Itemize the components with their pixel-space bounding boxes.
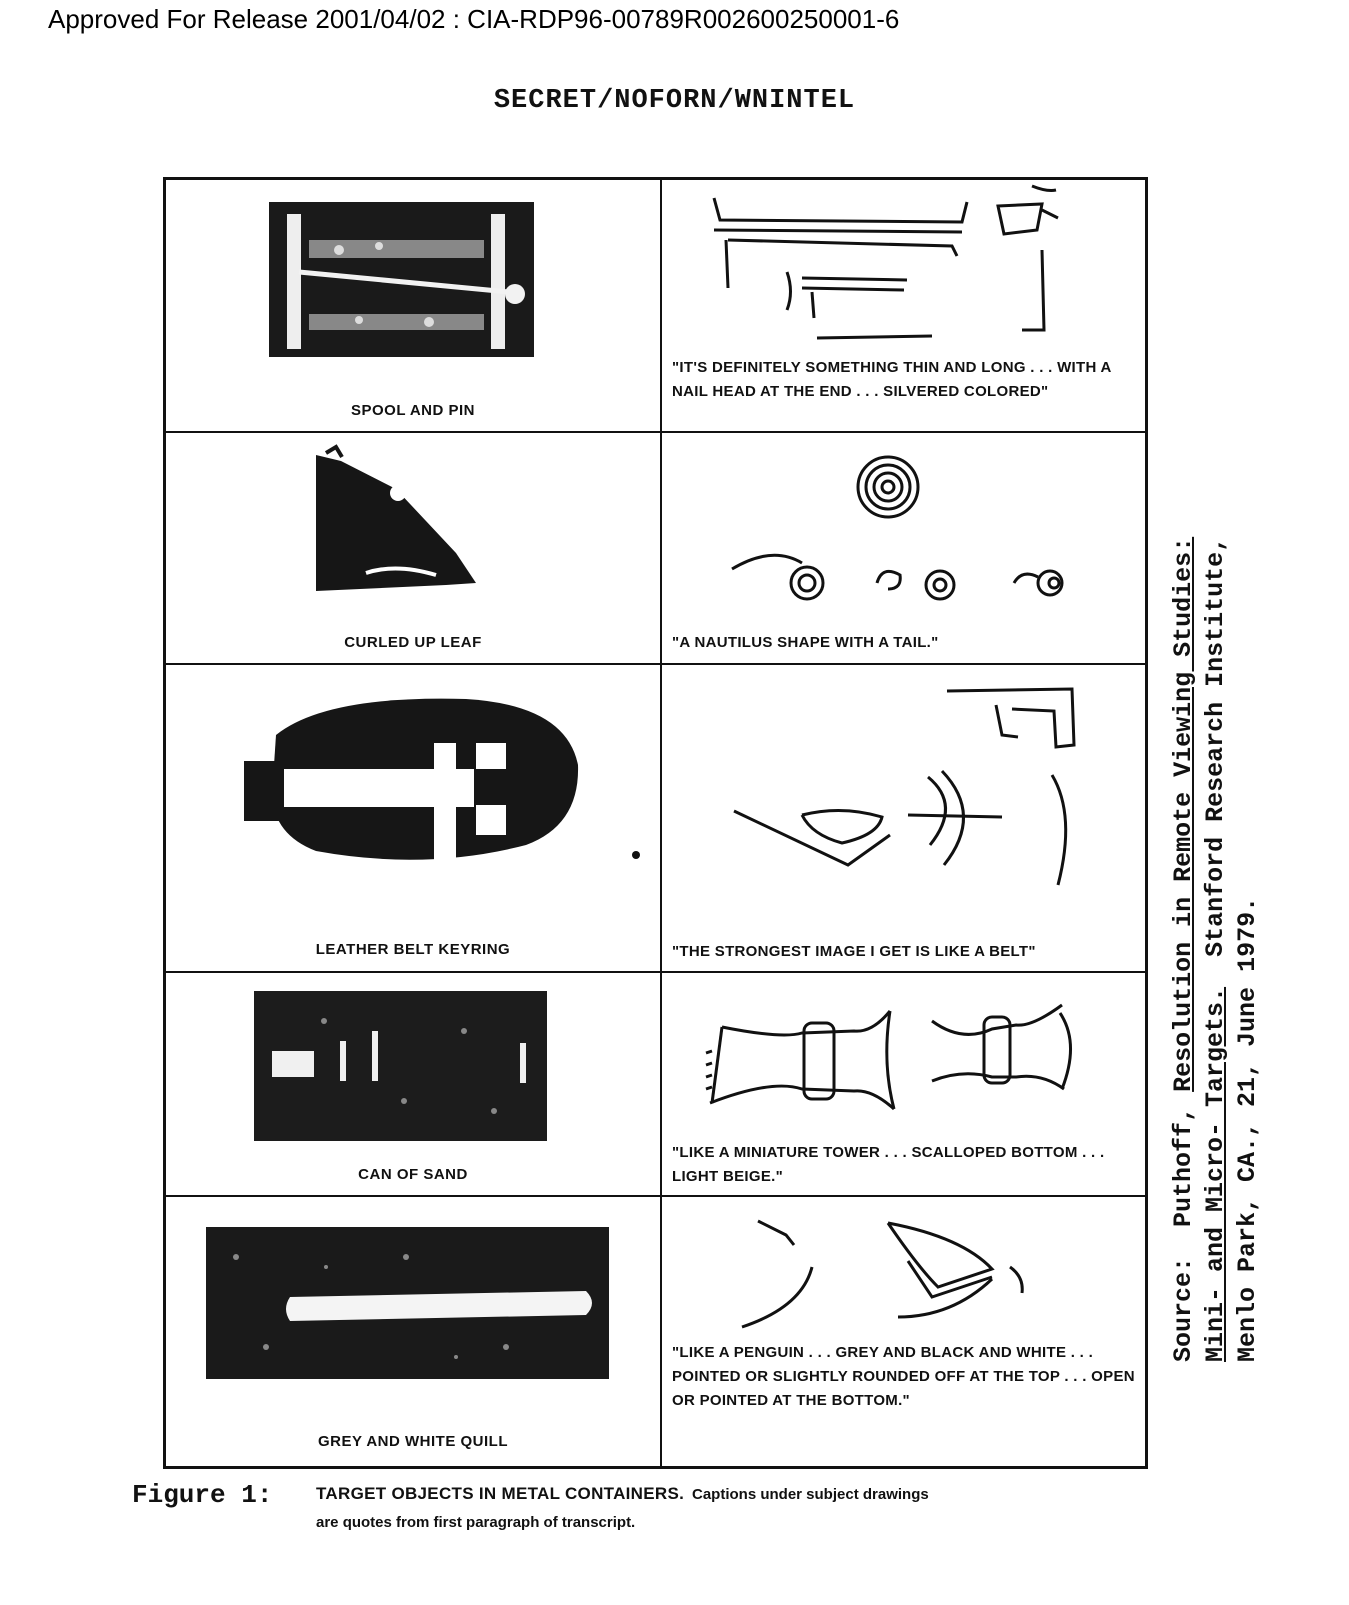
can-sand-image [254, 991, 547, 1141]
response-sketch-nautilus [662, 433, 1145, 623]
table-row [166, 973, 1145, 1197]
response-caption: "LIKE A MINIATURE TOWER . . . SCALLOPED BOTTOM . . . LIGHT BEIGE." [672, 1144, 1105, 1185]
response-caption: "IT'S DEFINITELY SOMETHING THIN AND LONG . . . WITH A NAIL HEAD AT THE END . . . SILVERED COLORED" [672, 359, 1112, 400]
target-photo-keyring [166, 665, 662, 925]
response-sketch-tower [662, 973, 1145, 1143]
source-line-1 [1168, 182, 1200, 1362]
target-cell [166, 433, 662, 663]
response-cell [662, 1197, 1145, 1466]
table-row [166, 433, 1145, 665]
target-caption: LEATHER BELT KEYRING [315, 941, 511, 958]
response-caption: "LIKE A PENGUIN . . . GREY AND BLACK AND WHITE . . . POINTED OR SLIGHTLY ROUNDED OFF AT THE TOP . . . OPEN OR POINTED AT THE BOTTOM." [672, 1344, 1135, 1409]
target-caption: SPOOL AND PIN [350, 402, 476, 419]
source-line-2 [1200, 182, 1232, 1362]
response-cell [662, 665, 1145, 971]
source-prefix: Source: [1169, 1256, 1198, 1362]
target-photo-can [254, 991, 547, 1141]
source-citation [1168, 182, 1278, 1362]
release-header: Approved For Release 2001/04/02 : CIA-RDP96-00789R002600250001-6 [48, 4, 900, 34]
source-title-a: Resolution in Remote Viewing Studies: [1169, 536, 1198, 1092]
source-publisher: Stanford Research Institute, [1201, 536, 1230, 957]
response-cell [662, 433, 1145, 663]
source-title-b: Mini- and Micro- Targets. [1201, 986, 1230, 1362]
response-caption: "A NAUTILUS SHAPE WITH A TAIL." [672, 634, 939, 651]
response-sketch-penguin [662, 1197, 1145, 1347]
figure-label: Figure 1: [132, 1480, 273, 1510]
target-photo-leaf [166, 433, 662, 623]
spool-pin-image [269, 202, 534, 357]
figure-note: Captions under subject drawings [692, 1486, 929, 1503]
source-place-date: Menlo Park, CA., 21, June 1979. [1233, 896, 1262, 1362]
classification-marking: SECRET/NOFORN/WNINTEL [493, 86, 856, 116]
target-caption: GREY AND WHITE QUILL [318, 1433, 508, 1450]
source-author: Puthoff, [1169, 1106, 1198, 1227]
source-line-3 [1232, 182, 1264, 1362]
response-sketch-nail [662, 180, 1145, 360]
target-caption: CURLED UP LEAF [344, 634, 482, 651]
response-sketch-belt [662, 665, 1145, 935]
quill-image [206, 1227, 609, 1379]
target-cell [166, 180, 662, 431]
table-row [166, 665, 1145, 973]
table-row [166, 1197, 1145, 1466]
figure-title: TARGET OBJECTS IN METAL CONTAINERS. [316, 1484, 685, 1503]
target-caption: CAN OF SAND [358, 1166, 468, 1183]
response-caption: "THE STRONGEST IMAGE I GET IS LIKE A BELT" [672, 943, 1036, 960]
target-cell [166, 1197, 662, 1466]
response-cell [662, 180, 1145, 431]
table-row [166, 180, 1145, 433]
target-cell [166, 973, 662, 1195]
target-photo-quill [206, 1227, 609, 1379]
figure-grid [163, 177, 1148, 1469]
response-cell [662, 973, 1145, 1195]
target-cell [166, 665, 662, 971]
figure-note-continued: are quotes from first paragraph of transcript. [316, 1514, 636, 1531]
target-photo-spool [269, 202, 534, 357]
